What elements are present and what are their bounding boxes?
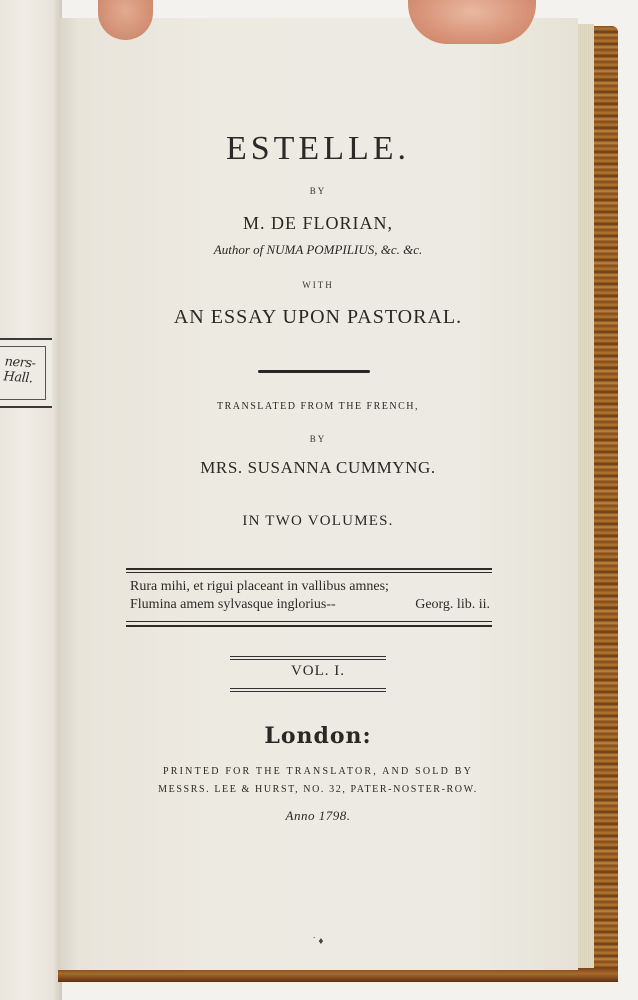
title-page xyxy=(58,18,578,970)
essay-subtitle: AN ESSAY UPON PASTORAL. xyxy=(173,306,463,328)
volume-rule-top-2 xyxy=(230,659,386,660)
volume-count: IN TWO VOLUMES. xyxy=(242,513,394,529)
quote-rule-bottom xyxy=(126,625,492,627)
translated-note: TRANSLATED FROM THE FRENCH, xyxy=(217,401,419,412)
book-title: ESTELLE. xyxy=(225,130,411,167)
volume-rule-bottom xyxy=(230,688,386,689)
translator-name: MRS. SUSANNA CUMMYNG. xyxy=(200,458,436,477)
facing-page-edge xyxy=(0,0,62,1000)
by-label-2: BY xyxy=(309,434,327,444)
imprint-line-2: MESSRS. LEE & HURST, NO. 32, PATER-NOSTER-ROW. xyxy=(158,784,478,795)
by-label: BY xyxy=(309,186,327,196)
volume-rule-top xyxy=(230,656,386,657)
quote-rule-bottom-thin xyxy=(126,621,492,622)
imprint-line-1: PRINTED FOR THE TRANSLATOR, AND SOLD BY xyxy=(163,766,473,777)
epigraph-line-2-text: Flumina amem sylvasque inglorius-- xyxy=(130,597,336,612)
author-credit: Author of NUMA POMPILIUS, &c. &c. xyxy=(213,242,423,257)
volume-number: VOL. I. xyxy=(290,663,346,679)
author-name: M. DE FLORIAN, xyxy=(242,213,393,233)
signature-mark: ˙ ♦ xyxy=(312,936,324,947)
quote-rule-top-thin xyxy=(126,572,492,573)
ornamental-rule xyxy=(258,370,370,373)
volume-rule-bottom-2 xyxy=(230,691,386,692)
imprint-year: Anno 1798. xyxy=(285,808,351,823)
with-label: WITH xyxy=(302,280,334,290)
epigraph-reference: Georg. lib. ii. xyxy=(415,597,490,612)
imprint-place: London: xyxy=(264,723,372,749)
quote-rule-top xyxy=(126,568,492,570)
hand-fingers xyxy=(408,0,536,44)
bookplate-text: ners-Hall. xyxy=(3,354,36,387)
bookplate-label xyxy=(0,338,52,408)
epigraph-line-2 xyxy=(130,597,490,613)
hand-thumb xyxy=(98,0,153,40)
leather-bottom-edge xyxy=(58,968,618,982)
epigraph-line-1: Rura mihi, et rigui placeant in vallibus amnes; xyxy=(130,579,389,594)
